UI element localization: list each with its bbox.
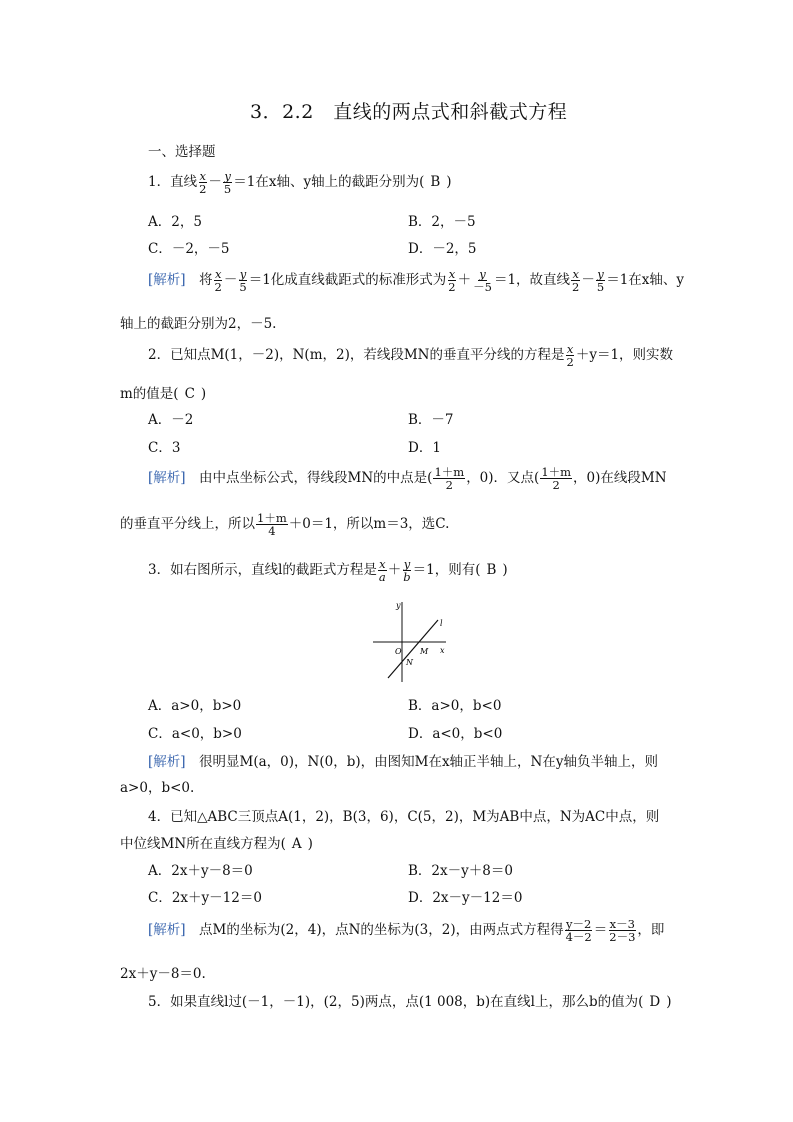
q2-explanation-line2: 的垂直平分线上，所以 $\frac{1+m}{4}$ ＋0＝1，所以m＝3，选C. xyxy=(120,511,450,538)
question-1: 1．直线 $\frac{x}{2}$ － $\frac{y}{5}$ ＝1在x轴、y轴上的截距分别为( B ) xyxy=(148,169,452,196)
q3-explanation: [解析] 很明显M(a，0)，N(0，b)，由图知M在x轴正半轴上，N在y轴负半轴上，则 xyxy=(148,754,658,770)
q4-option-c: C．2x＋y－12＝0 xyxy=(148,890,262,906)
question-5: 5．如果直线l过(－1，－1)，(2，5)两点，点(1 008，b)在直线l上，那么b的值为( D ) xyxy=(148,994,672,1010)
fraction: $\frac{x}{2}$ xyxy=(199,169,207,196)
fraction: $\frac{y}{5}$ xyxy=(223,169,232,196)
q2-option-a: A．－2 xyxy=(148,412,194,428)
q2-explanation: [解析] 由中点坐标公式，得线段MN的中点是( $\frac{1+m}{2}$ ，0)．又点( $\frac{1+m}{2}$ ，0)在线段MN xyxy=(148,465,667,492)
q3-option-c: C．a<0，b>0 xyxy=(148,726,242,742)
q1-option-c: C．－2，－5 xyxy=(148,241,230,257)
q2-option-c: C．3 xyxy=(148,440,181,456)
answer: B xyxy=(430,174,441,190)
q2-option-d: D．1 xyxy=(408,440,441,456)
analysis-tag: [解析] xyxy=(148,272,186,288)
q3-option-a: A．a>0，b>0 xyxy=(148,698,242,714)
coordinate-figure xyxy=(370,596,450,684)
q4-explanation: [解析] 点M的坐标为(2，4)，点N的坐标为(3，2)，由两点式方程得 $\frac{y-2}{4-2}$ ＝ $\frac{x-3}{2-3}$ ，即 xyxy=(148,917,665,944)
answer: C xyxy=(184,386,195,402)
q1-explanation: [解析] 将 $\frac{x}{2}$ － $\frac{y}{5}$ ＝1化成直线截距式的标准形式为 $\frac{x}{2}$ ＋ $\frac{y}{-5}$ ＝1，故直线 $\frac{x}{2}$ － $\frac{y}{5}$ ＝1在x轴、y xyxy=(148,267,685,294)
q4-option-a: A．2x＋y－8＝0 xyxy=(148,863,253,879)
q1-option-a: A．2，5 xyxy=(148,214,202,230)
page-title: 3．2.2 直线的两点式和斜截式方程 xyxy=(250,101,568,123)
q2-option-b: B．－7 xyxy=(408,412,454,428)
q3-explanation-line2: a>0，b<0. xyxy=(120,780,195,796)
question-2-line2: m的值是( C ) xyxy=(120,386,207,402)
q4-option-b: B．2x－y＋8＝0 xyxy=(408,863,513,879)
point-n-label: N xyxy=(406,658,413,667)
question-3: 3．如右图所示，直线l的截距式方程是 $\frac{x}{a}$ ＋ $\frac{y}{b}$ ＝1，则有( B ) xyxy=(148,557,508,584)
answer: D xyxy=(649,994,661,1010)
q3-option-d: D．a<0，b<0 xyxy=(408,726,503,742)
point-m-label: M xyxy=(420,647,429,656)
q4-explanation-line2: 2x＋y－8＝0. xyxy=(120,966,206,982)
section-heading: 一、选择题 xyxy=(148,144,216,160)
question-4: 4．已知△ABC三顶点A(1，2)，B(3，6)，C(5，2)，M为AB中点，N为AC中点，则 xyxy=(148,809,660,825)
answer: B xyxy=(486,562,497,578)
q1-explanation-line2: 轴上的截距分别为2，－5. xyxy=(120,316,277,332)
q1-option-b: B．2，－5 xyxy=(408,214,476,230)
question-2: 2．已知点M(1，－2)，N(m，2)，若线段MN的垂直平分线的方程是 $\frac{x}{2}$ ＋y＝1，则实数 xyxy=(148,342,674,369)
q1-option-d: D．－2，5 xyxy=(408,241,477,257)
answer: A xyxy=(291,836,302,852)
q4-option-d: D．2x－y－12＝0 xyxy=(408,890,523,906)
question-4-line2: 中位线MN所在直线方程为( A ) xyxy=(120,836,313,852)
line-l-label: l xyxy=(440,619,443,628)
origin-label: O xyxy=(395,647,402,656)
y-axis-label: y xyxy=(396,601,401,610)
x-axis-label: x xyxy=(440,646,445,655)
q3-option-b: B．a>0，b<0 xyxy=(408,698,502,714)
